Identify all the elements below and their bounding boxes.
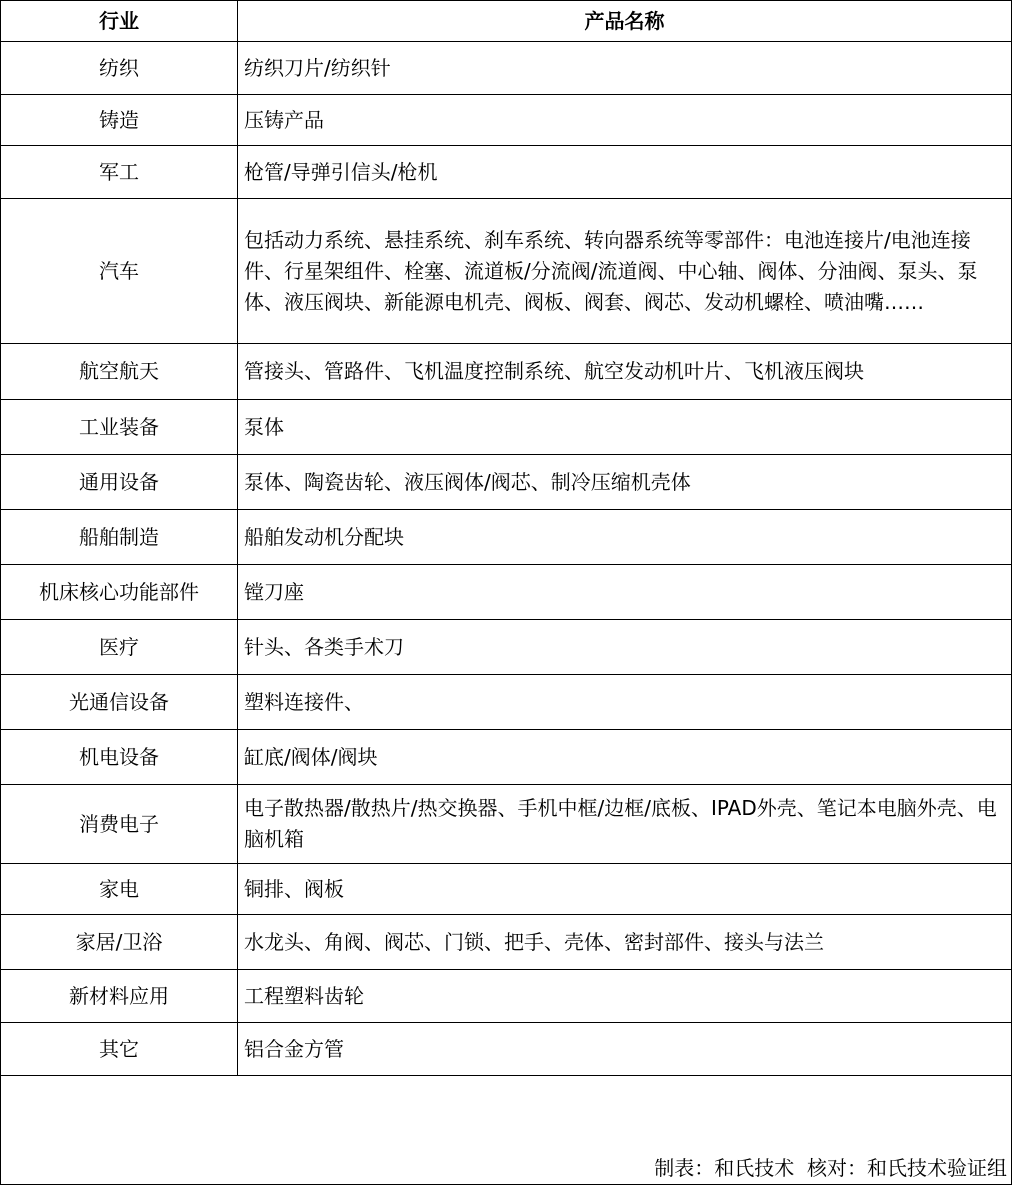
industry-cell: 医疗 (1, 620, 238, 675)
product-cell: 水龙头、角阀、阀芯、门锁、把手、壳体、密封部件、接头与法兰 (238, 915, 1012, 970)
industry-cell: 光通信设备 (1, 675, 238, 730)
industry-cell: 航空航天 (1, 344, 238, 400)
table-row (1, 510, 1012, 565)
table-row (1, 620, 1012, 675)
industry-cell: 其它 (1, 1023, 238, 1076)
table-row (1, 95, 1012, 146)
product-cell: 船舶发动机分配块 (238, 510, 1012, 565)
product-cell: 针头、各类手术刀 (238, 620, 1012, 675)
table-row (1, 565, 1012, 620)
product-cell: 缸底/阀体/阀块 (238, 730, 1012, 785)
product-cell: 纺织刀片/纺织针 (238, 42, 1012, 95)
table-row (1, 915, 1012, 970)
table-row (1, 344, 1012, 400)
industry-cell: 家居/卫浴 (1, 915, 238, 970)
industry-cell: 机床核心功能部件 (1, 565, 238, 620)
product-cell: 管接头、管路件、飞机温度控制系统、航空发动机叶片、飞机液压阀块 (238, 344, 1012, 400)
industry-cell: 军工 (1, 146, 238, 199)
product-cell: 塑料连接件、 (238, 675, 1012, 730)
industry-cell: 铸造 (1, 95, 238, 146)
industry-cell: 新材料应用 (1, 970, 238, 1023)
industry-cell: 家电 (1, 864, 238, 915)
product-cell: 铝合金方管 (238, 1023, 1012, 1076)
product-cell: 镗刀座 (238, 565, 1012, 620)
table-row (1, 675, 1012, 730)
table-row (1, 785, 1012, 864)
table-header-row (1, 1, 1012, 42)
footer-row (1, 1076, 1012, 1185)
table-row (1, 970, 1012, 1023)
product-cell: 压铸产品 (238, 95, 1012, 146)
industry-cell: 通用设备 (1, 455, 238, 510)
product-cell: 包括动力系统、悬挂系统、刹车系统、转向器系统等零部件：电池连接片/电池连接件、行星架组件、栓塞、流道板/分流阀/流道阀、中心轴、阀体、分油阀、泵头、泵体、液压阀块、新能源电机壳、阀板、阀套、阀芯、发动机螺栓、喷油嘴…… (238, 199, 1012, 344)
table-row (1, 455, 1012, 510)
table-row (1, 1023, 1012, 1076)
table-row (1, 199, 1012, 344)
product-cell: 铜排、阀板 (238, 864, 1012, 915)
product-cell: 泵体 (238, 400, 1012, 455)
table-row (1, 730, 1012, 785)
product-cell: 电子散热器/散热片/热交换器、手机中框/边框/底板、IPAD外壳、笔记本电脑外壳、电脑机箱 (238, 785, 1012, 864)
industry-cell: 船舶制造 (1, 510, 238, 565)
industry-cell: 工业装备 (1, 400, 238, 455)
product-cell: 枪管/导弹引信头/枪机 (238, 146, 1012, 199)
industry-cell: 消费电子 (1, 785, 238, 864)
product-cell: 泵体、陶瓷齿轮、液压阀体/阀芯、制冷压缩机壳体 (238, 455, 1012, 510)
footer-cell (1, 1076, 1012, 1185)
header-product: 产品名称 (238, 1, 1012, 42)
footer-credit: 制表：和氏技术 核对：和氏技术验证组 (654, 1156, 1007, 1180)
industry-cell: 纺织 (1, 42, 238, 95)
table-row (1, 864, 1012, 915)
header-industry: 行业 (1, 1, 238, 42)
table-row (1, 146, 1012, 199)
industry-cell: 机电设备 (1, 730, 238, 785)
industry-cell: 汽车 (1, 199, 238, 344)
product-cell: 工程塑料齿轮 (238, 970, 1012, 1023)
table-row (1, 400, 1012, 455)
table-row (1, 42, 1012, 95)
